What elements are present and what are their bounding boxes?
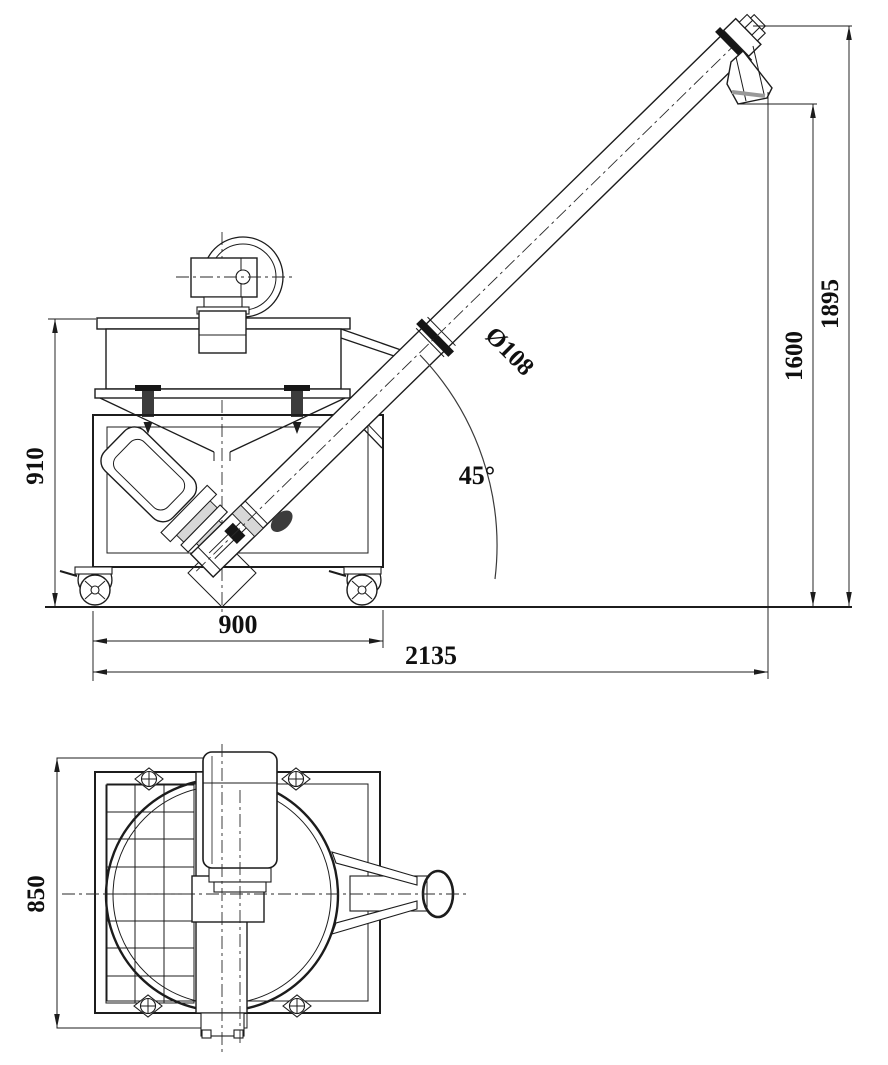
dim-1600 <box>739 104 817 606</box>
side-elevation-view <box>45 4 852 612</box>
tube-centerline <box>196 33 747 571</box>
dim-label-1895: 1895 <box>817 279 844 329</box>
caster-left <box>60 567 112 605</box>
brake-lever <box>60 571 77 576</box>
dim-910 <box>22 319 96 607</box>
hopper-spout-upper <box>341 329 401 350</box>
caster-right <box>329 567 381 605</box>
dim-label-1600: 1600 <box>781 331 808 381</box>
dim-label-900: 900 <box>218 610 258 639</box>
hopper-spout-lower <box>341 338 397 357</box>
dim-850 <box>23 758 60 1028</box>
dim-label-diameter-108: Ø108 <box>479 322 539 382</box>
top-drive-motor <box>176 237 292 317</box>
mount-block <box>199 311 246 353</box>
dim-label-2135: 2135 <box>405 641 457 670</box>
hopper-flange <box>95 389 350 398</box>
dim-label-850: 850 <box>23 875 50 913</box>
auger-tube <box>180 4 782 594</box>
dim-label-910: 910 <box>22 447 49 485</box>
dim-label-45deg: 45° <box>458 461 496 490</box>
plan-outlet <box>332 852 453 934</box>
outlet-pipe <box>350 876 430 911</box>
dim-900 <box>93 610 383 681</box>
top-plan-view <box>23 744 468 1052</box>
